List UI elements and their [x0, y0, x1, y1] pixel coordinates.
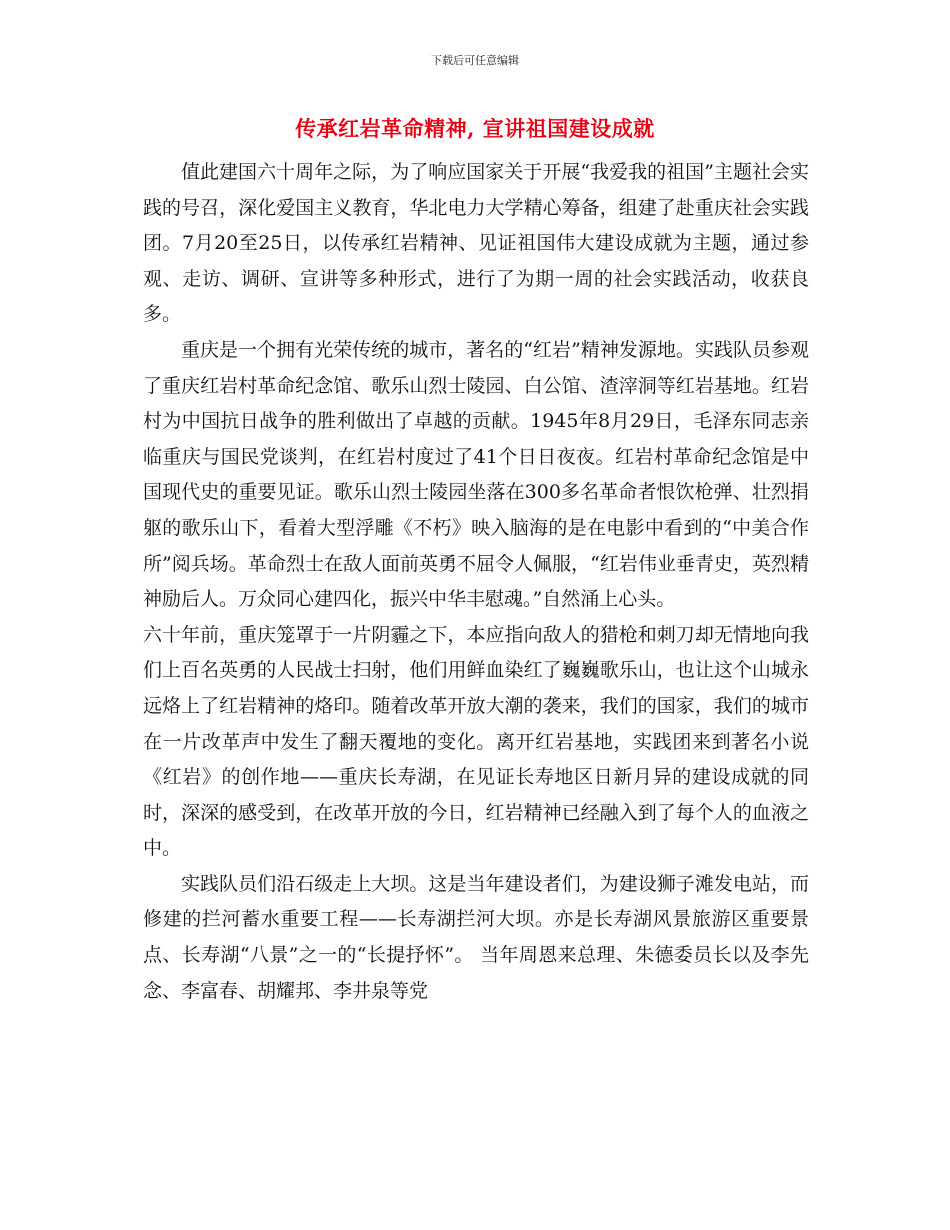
header-note: 下载后可任意编辑 [431, 54, 519, 67]
paragraph-2: 重庆是一个拥有光荣传统的城市，著名的“红岩”精神发源地。实践队员参观了重庆红岩村革命纪念馆、歌乐山烈士陵园、白公馆、渣滓洞等红岩基地。红岩村为中国抗日战争的胜利做出了卓越的贡献。1945年8月29日，毛泽东同志亲临重庆与国民党谈判，在红岩村度过了41个日日夜夜。红岩村革命纪念馆是中国现代史的重要见证。歌乐山烈士陵园坐落在300多名革命者恨饮枪弹、壮烈捐躯的歌乐山下，看着大型浮雕《不朽》映入脑海的是在电影中看到的“中美合作所”阅兵场。革命烈士在敌人面前英勇不屈令人佩服，“红岩伟业垂青史，英烈精神励后人。万众同心建四化，振兴中华丰慰魂。”自然涌上心头。 [143, 338, 809, 611]
paragraph-4: 实践队员们沿石级走上大坝。这是当年建设者们，为建设狮子滩发电站，而修建的拦河蓄水重要工程——长寿湖拦河大坝。亦是长寿湖风景旅游区重要景点、长寿湖“八景”之一的“长提抒怀”。 当年周恩来总理、朱德委员长以及李先念、李富春、胡耀邦、李井泉等党 [143, 872, 809, 1002]
paragraph-1: 值此建国六十周年之际，为了响应国家关于开展“我爱我的祖国”主题社会实践的号召，深化爱国主义教育，华北电力大学精心筹备，组建了赴重庆社会实践团。7月20至25日，以传承红岩精神、见证祖国伟大建设成就为主题，通过参观、走访、调研、宣讲等多种形式，进行了为期一周的社会实践活动，收获良多。 [143, 161, 809, 326]
document-body [143, 155, 809, 1009]
paragraph-3: 六十年前，重庆笼罩于一片阴霾之下，本应指向敌人的猎枪和刺刀却无情地向我们上百名英勇的人民战士扫射，他们用鲜血染红了巍巍歌乐山，也让这个山城永远烙上了红岩精神的烙印。随着改革开放大潮的袭来，我们的国家，我们的城市在一片改革声中发生了翻天覆地的变化。离开红岩基地，实践团来到著名小说《红岩》的创作地——重庆长寿湖，在见证长寿地区日新月异的建设成就的同时，深深的感受到，在改革开放的今日，红岩精神已经融入到了每个人的血液之中。 [143, 623, 809, 860]
document-title: 传承红岩革命精神, 宣讲祖国建设成就 [295, 116, 655, 141]
